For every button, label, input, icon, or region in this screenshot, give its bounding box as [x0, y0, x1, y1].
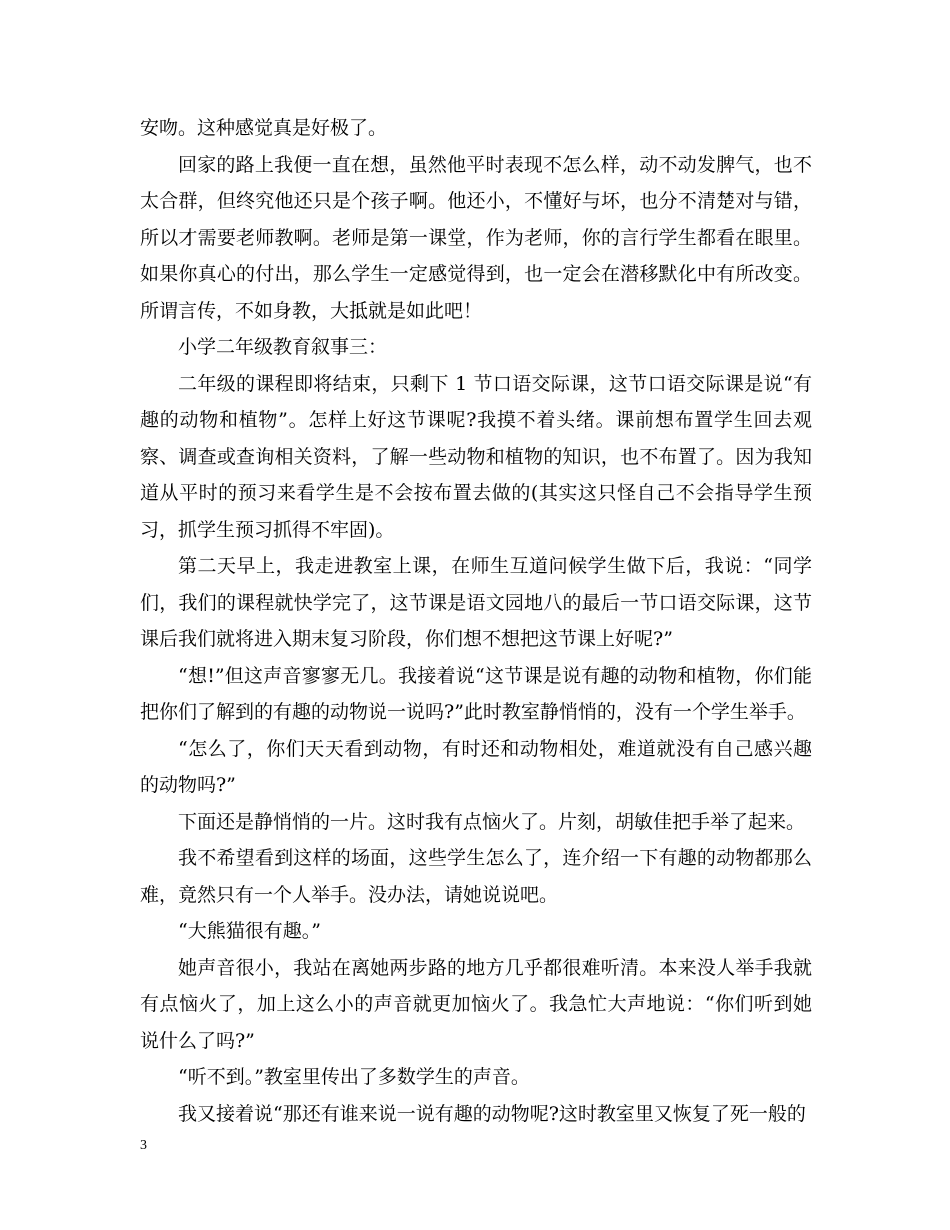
paragraph: 我又接着说“那还有谁来说一说有趣的动物呢?这时教室里又恢复了死一般的	[178, 1102, 806, 1125]
paragraph: 我不希望看到这样的场面，这些学生怎么了，连介绍一下有趣的动物都那么难，竟然只有一个人举手。没办法，请她说说吧。	[140, 847, 812, 906]
document-body	[140, 110, 812, 1132]
page-number: 3	[140, 1138, 147, 1153]
paragraph: “怎么了，你们天天看到动物，有时还和动物相处，难道就没有自己感兴趣的动物吗?”	[140, 737, 812, 796]
paragraph: “大熊猫很有趣。”	[178, 920, 321, 942]
paragraph: 回家的路上我便一直在想，虽然他平时表现不怎么样，动不动发脾气，也不太合群，但终究他还只是个孩子啊。他还小，不懂好与坏，也分不清楚对与错，所以才需要老师教啊。老师是第一课堂，作为老师，你的言行学生都看在眼里。如果你真心的付出，那么学生一定感觉得到，也一定会在潜移默化中有所改变。所谓言传，不如身教，大抵就是如此吧！	[140, 153, 812, 322]
paragraph: “想!”但这声音寥寥无几。我接着说“这节课是说有趣的动物和植物，你们能把你们了解到的有趣的动物说一说吗?”此时教室静悄悄的，没有一个学生举手。	[140, 664, 812, 723]
section-heading: 小学二年级教育叙事三：	[178, 336, 388, 358]
paragraph: 她声音很小，我站在离她两步路的地方几乎都很难听清。本来没人举手我就有点恼火了，加上这么小的声音就更加恼火了。我急忙大声地说：“你们听到她说什么了吗?”	[140, 956, 812, 1052]
paragraph: “听不到。”教室里传出了多数学生的声音。	[178, 1066, 530, 1088]
paragraph: 下面还是静悄悄的一片。这时我有点恼火了。片刻，胡敏佳把手举了起来。	[178, 810, 806, 833]
paragraph: 安吻。这种感觉真是好极了。	[140, 117, 388, 139]
paragraph: 第二天早上，我走进教室上课，在师生互道问候学生做下后，我说：“同学们，我们的课程就快学完了，这节课是语文园地八的最后一节口语交际课，这节课后我们就将进入期末复习阶段，你们想不想把这节课上好呢?”	[140, 555, 812, 650]
paragraph: 二年级的课程即将结束，只剩下 1 节口语交际课，这节口语交际课是说“有趣的动物和植物”。怎样上好这节课呢?我摸不着头绪。课前想布置学生回去观察、调查或查询相关资料，了解一些动物和植物的知识，也不布置了。因为我知道从平时的预习来看学生是不会按布置去做的(其实这只怪自己不会指导学生预习，抓学生预习抓得不牢固)。	[140, 372, 812, 541]
